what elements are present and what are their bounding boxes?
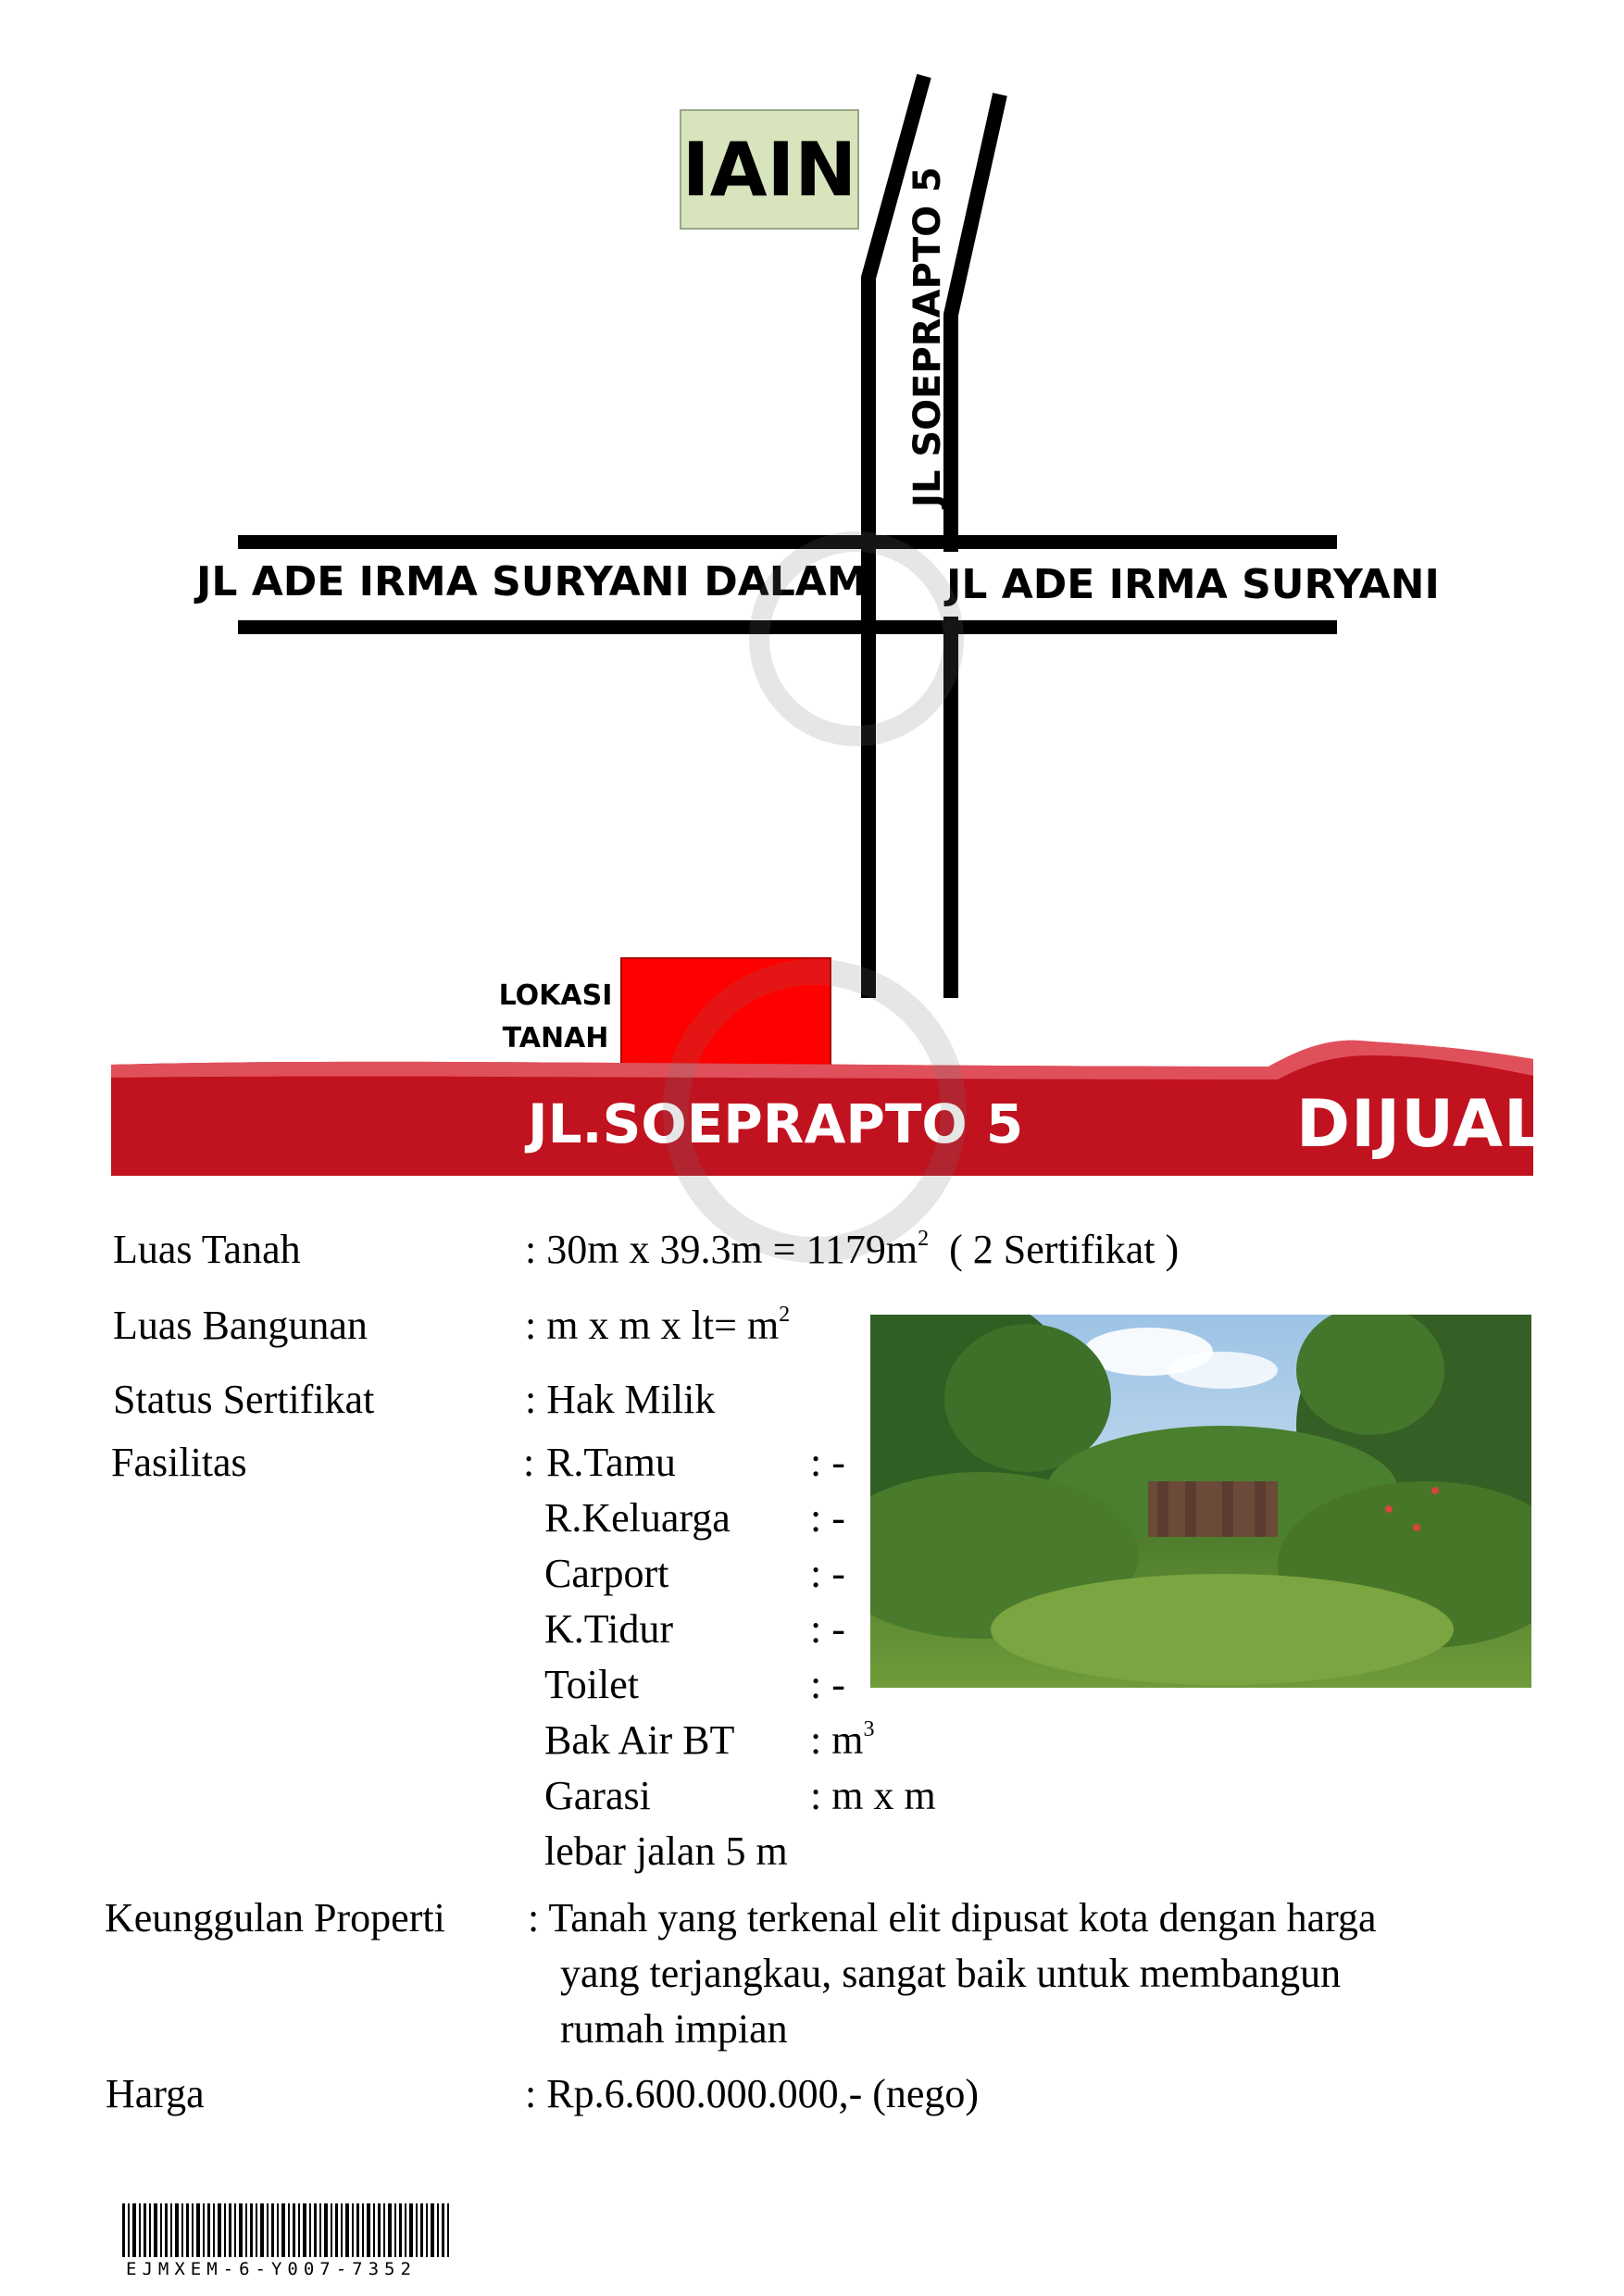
fasilitas-colon: : <box>523 1440 535 1485</box>
fasilitas-item-name: K.Tidur <box>544 1606 673 1652</box>
keunggulan-line1: : Tanah yang terkenal elit dipusat kota dengan harga <box>528 1895 1377 1940</box>
fasilitas-item-value: : - <box>810 1440 845 1485</box>
fasilitas-item-name: Carport <box>544 1551 669 1596</box>
label-fasilitas: Fasilitas <box>111 1440 247 1485</box>
fasilitas-item-name: R.Tamu <box>546 1440 676 1485</box>
banner-street: JL.SOEPRAPTO 5 <box>528 1092 1024 1155</box>
fasilitas-note: lebar jalan 5 m <box>544 1828 788 1874</box>
bak-air-value: : m <box>810 1717 864 1763</box>
bak-air-sup: 3 <box>863 1717 875 1741</box>
banner-status: DIJUAL <box>1296 1086 1546 1162</box>
location-label-line2: TANAH <box>502 1022 609 1054</box>
fasilitas-item-value: : - <box>810 1606 845 1652</box>
property-photo <box>870 1315 1531 1688</box>
location-label-line1: LOKASI <box>498 980 613 1012</box>
road-label-ade-irma-suryani-dalam: JL ADE IRMA SURYANI DALAM <box>196 558 868 605</box>
fasilitas-item-value: : - <box>810 1551 845 1596</box>
label-keunggulan: Keunggulan Properti <box>105 1895 445 1940</box>
fasilitas-item-value <box>810 1717 875 1763</box>
value-luas-bangunan <box>525 1305 790 1346</box>
fasilitas-item-name: Bak Air BT <box>544 1717 735 1763</box>
luas-tanah-extra: ( 2 Sertifikat ) <box>949 1227 1180 1272</box>
fasilitas-item-name: R.Keluarga <box>544 1495 731 1541</box>
barcode <box>120 2203 454 2257</box>
road-label-ade-irma-suryani: JL ADE IRMA SURYANI <box>946 561 1440 608</box>
landmark-iain: IAIN <box>680 109 859 230</box>
fasilitas-item-value: : m x m <box>810 1773 936 1818</box>
road-label-soeprapto-5: JL SOEPRAPTO 5 <box>906 167 949 507</box>
fasilitas-item-value: : - <box>810 1495 845 1541</box>
keunggulan-line3: rumah impian <box>560 2006 788 2052</box>
value-luas-tanah <box>525 1229 1179 1270</box>
label-status-sertifikat: Status Sertifikat <box>113 1377 375 1422</box>
luas-tanah-sup: 2 <box>918 1227 930 1251</box>
value-status-sertifikat: : Hak Milik <box>525 1377 716 1422</box>
luas-bangunan-sup: 2 <box>779 1303 791 1327</box>
fasilitas-item-name: Garasi <box>544 1773 651 1818</box>
keunggulan-line2: yang terjangkau, sangat baik untuk membangun <box>560 1951 1342 1996</box>
label-luas-bangunan: Luas Bangunan <box>113 1303 368 1348</box>
value-harga: : Rp.6.600.000.000,- (nego) <box>525 2071 980 2116</box>
label-luas-tanah: Luas Tanah <box>113 1227 301 1272</box>
luas-bangunan-value: : m x m x lt= m <box>525 1303 780 1348</box>
barcode-code: EJMXEM-6-Y007-7352 <box>126 2259 417 2279</box>
label-harga: Harga <box>106 2071 205 2116</box>
fasilitas-item-value: : - <box>810 1662 845 1707</box>
luas-tanah-value: : 30m x 39.3m = 1179m <box>525 1227 918 1272</box>
fasilitas-item-name: Toilet <box>544 1662 640 1707</box>
